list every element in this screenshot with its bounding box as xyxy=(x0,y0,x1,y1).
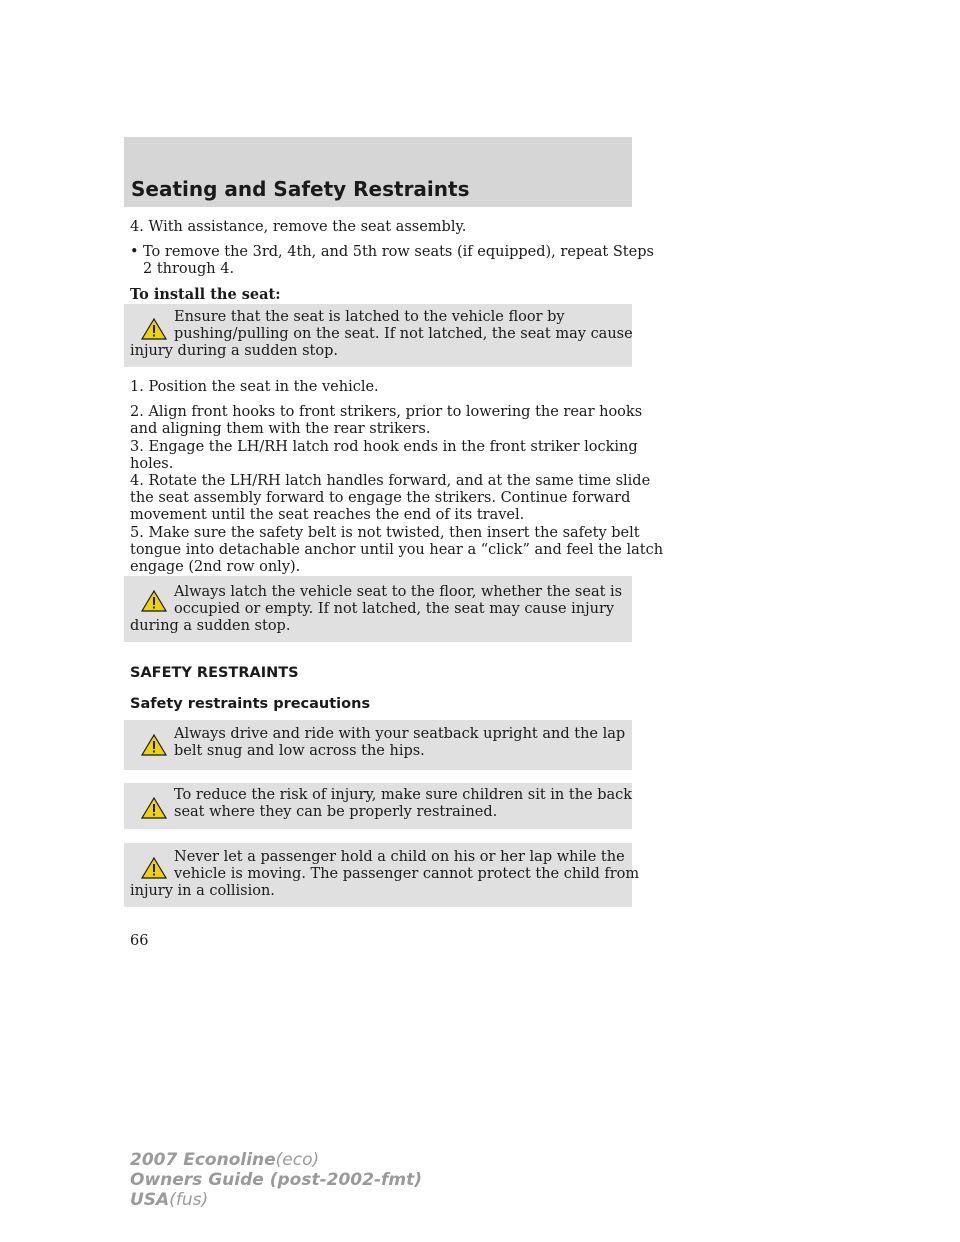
footer-model: 2007 Econoline xyxy=(130,1150,276,1170)
warning-1-line-3: injury during a sudden stop. xyxy=(130,343,338,359)
warning-5-line-3: injury in a collision. xyxy=(130,883,275,899)
footer-model-code: (eco) xyxy=(275,1150,320,1170)
install-heading: To install the seat: xyxy=(130,286,281,303)
footer-line-1 xyxy=(130,1150,319,1170)
warning-triangle-icon xyxy=(141,590,167,612)
section-heading: SAFETY RESTRAINTS xyxy=(130,665,299,681)
bullet-line-2: 2 through 4. xyxy=(143,261,235,277)
warning-triangle-icon xyxy=(141,734,167,756)
install-step-4-line-2: the seat assembly forward to engage the strikers. Continue forward xyxy=(130,490,631,506)
warning-4-line-1: To reduce the risk of injury, make sure children sit in the back xyxy=(174,787,633,803)
install-step-2-line-1: 2. Align front hooks to front strikers, prior to lowering the rear hooks xyxy=(130,404,643,420)
section-title: Seating and Safety Restraints xyxy=(131,177,470,201)
page-number: 66 xyxy=(130,933,149,949)
warning-1-line-1: Ensure that the seat is latched to the vehicle floor by xyxy=(174,309,565,325)
warning-5-line-1: Never let a passenger hold a child on his or her lap while the xyxy=(174,849,625,865)
section-header xyxy=(124,137,632,207)
warning-4-line-2: seat where they can be properly restrained. xyxy=(174,804,498,820)
warning-1-line-2: pushing/pulling on the seat. If not latched, the seat may cause xyxy=(174,326,633,342)
bullet-line-1: To remove the 3rd, 4th, and 5th row seats (if equipped), repeat Steps xyxy=(143,244,654,260)
install-step-5-line-1: 5. Make sure the safety belt is not twisted, then insert the safety belt xyxy=(130,525,640,541)
warning-3-line-1: Always drive and ride with your seatback upright and the lap xyxy=(174,726,626,742)
warning-box-1 xyxy=(124,304,632,367)
install-step-1: 1. Position the seat in the vehicle. xyxy=(130,379,379,395)
footer-market-code: (fus) xyxy=(169,1190,209,1210)
warning-2-line-3: during a sudden stop. xyxy=(130,618,291,634)
warning-box-4 xyxy=(124,783,632,829)
warning-box-2 xyxy=(124,576,632,642)
warning-5-line-2: vehicle is moving. The passenger cannot protect the child from xyxy=(174,866,640,882)
install-step-4-line-1: 4. Rotate the LH/RH latch handles forward, and at the same time slide xyxy=(130,473,651,489)
footer-line-2 xyxy=(130,1170,422,1190)
warning-triangle-icon xyxy=(141,857,167,879)
install-step-2-line-2: and aligning them with the rear strikers. xyxy=(130,421,431,437)
footer-line-3 xyxy=(130,1190,208,1210)
warning-triangle-icon xyxy=(141,797,167,819)
install-step-4-line-3: movement until the seat reaches the end of its travel. xyxy=(130,507,525,523)
footer-guide: Owners Guide (post-2002-fmt) xyxy=(130,1170,423,1190)
install-step-3-line-1: 3. Engage the LH/RH latch rod hook ends in the front striker locking xyxy=(130,439,638,455)
warning-box-5 xyxy=(124,843,640,907)
warning-2-line-2: occupied or empty. If not latched, the seat may cause injury xyxy=(174,601,615,617)
bullet-dot: • xyxy=(130,244,139,260)
subsection-heading: Safety restraints precautions xyxy=(130,696,371,712)
install-step-5-line-2: tongue into detachable anchor until you hear a “click” and feel the latch xyxy=(130,542,664,558)
step-4-remove: 4. With assistance, remove the seat assembly. xyxy=(130,219,467,235)
footer-market: USA xyxy=(130,1190,170,1210)
warning-3-line-2: belt snug and low across the hips. xyxy=(174,743,425,759)
install-step-3-line-2: holes. xyxy=(130,456,174,472)
warning-triangle-icon xyxy=(141,318,167,340)
warning-2-line-1: Always latch the vehicle seat to the floor, whether the seat is xyxy=(174,584,623,600)
warning-box-3 xyxy=(124,720,632,770)
install-step-5-line-3: engage (2nd row only). xyxy=(130,559,301,575)
